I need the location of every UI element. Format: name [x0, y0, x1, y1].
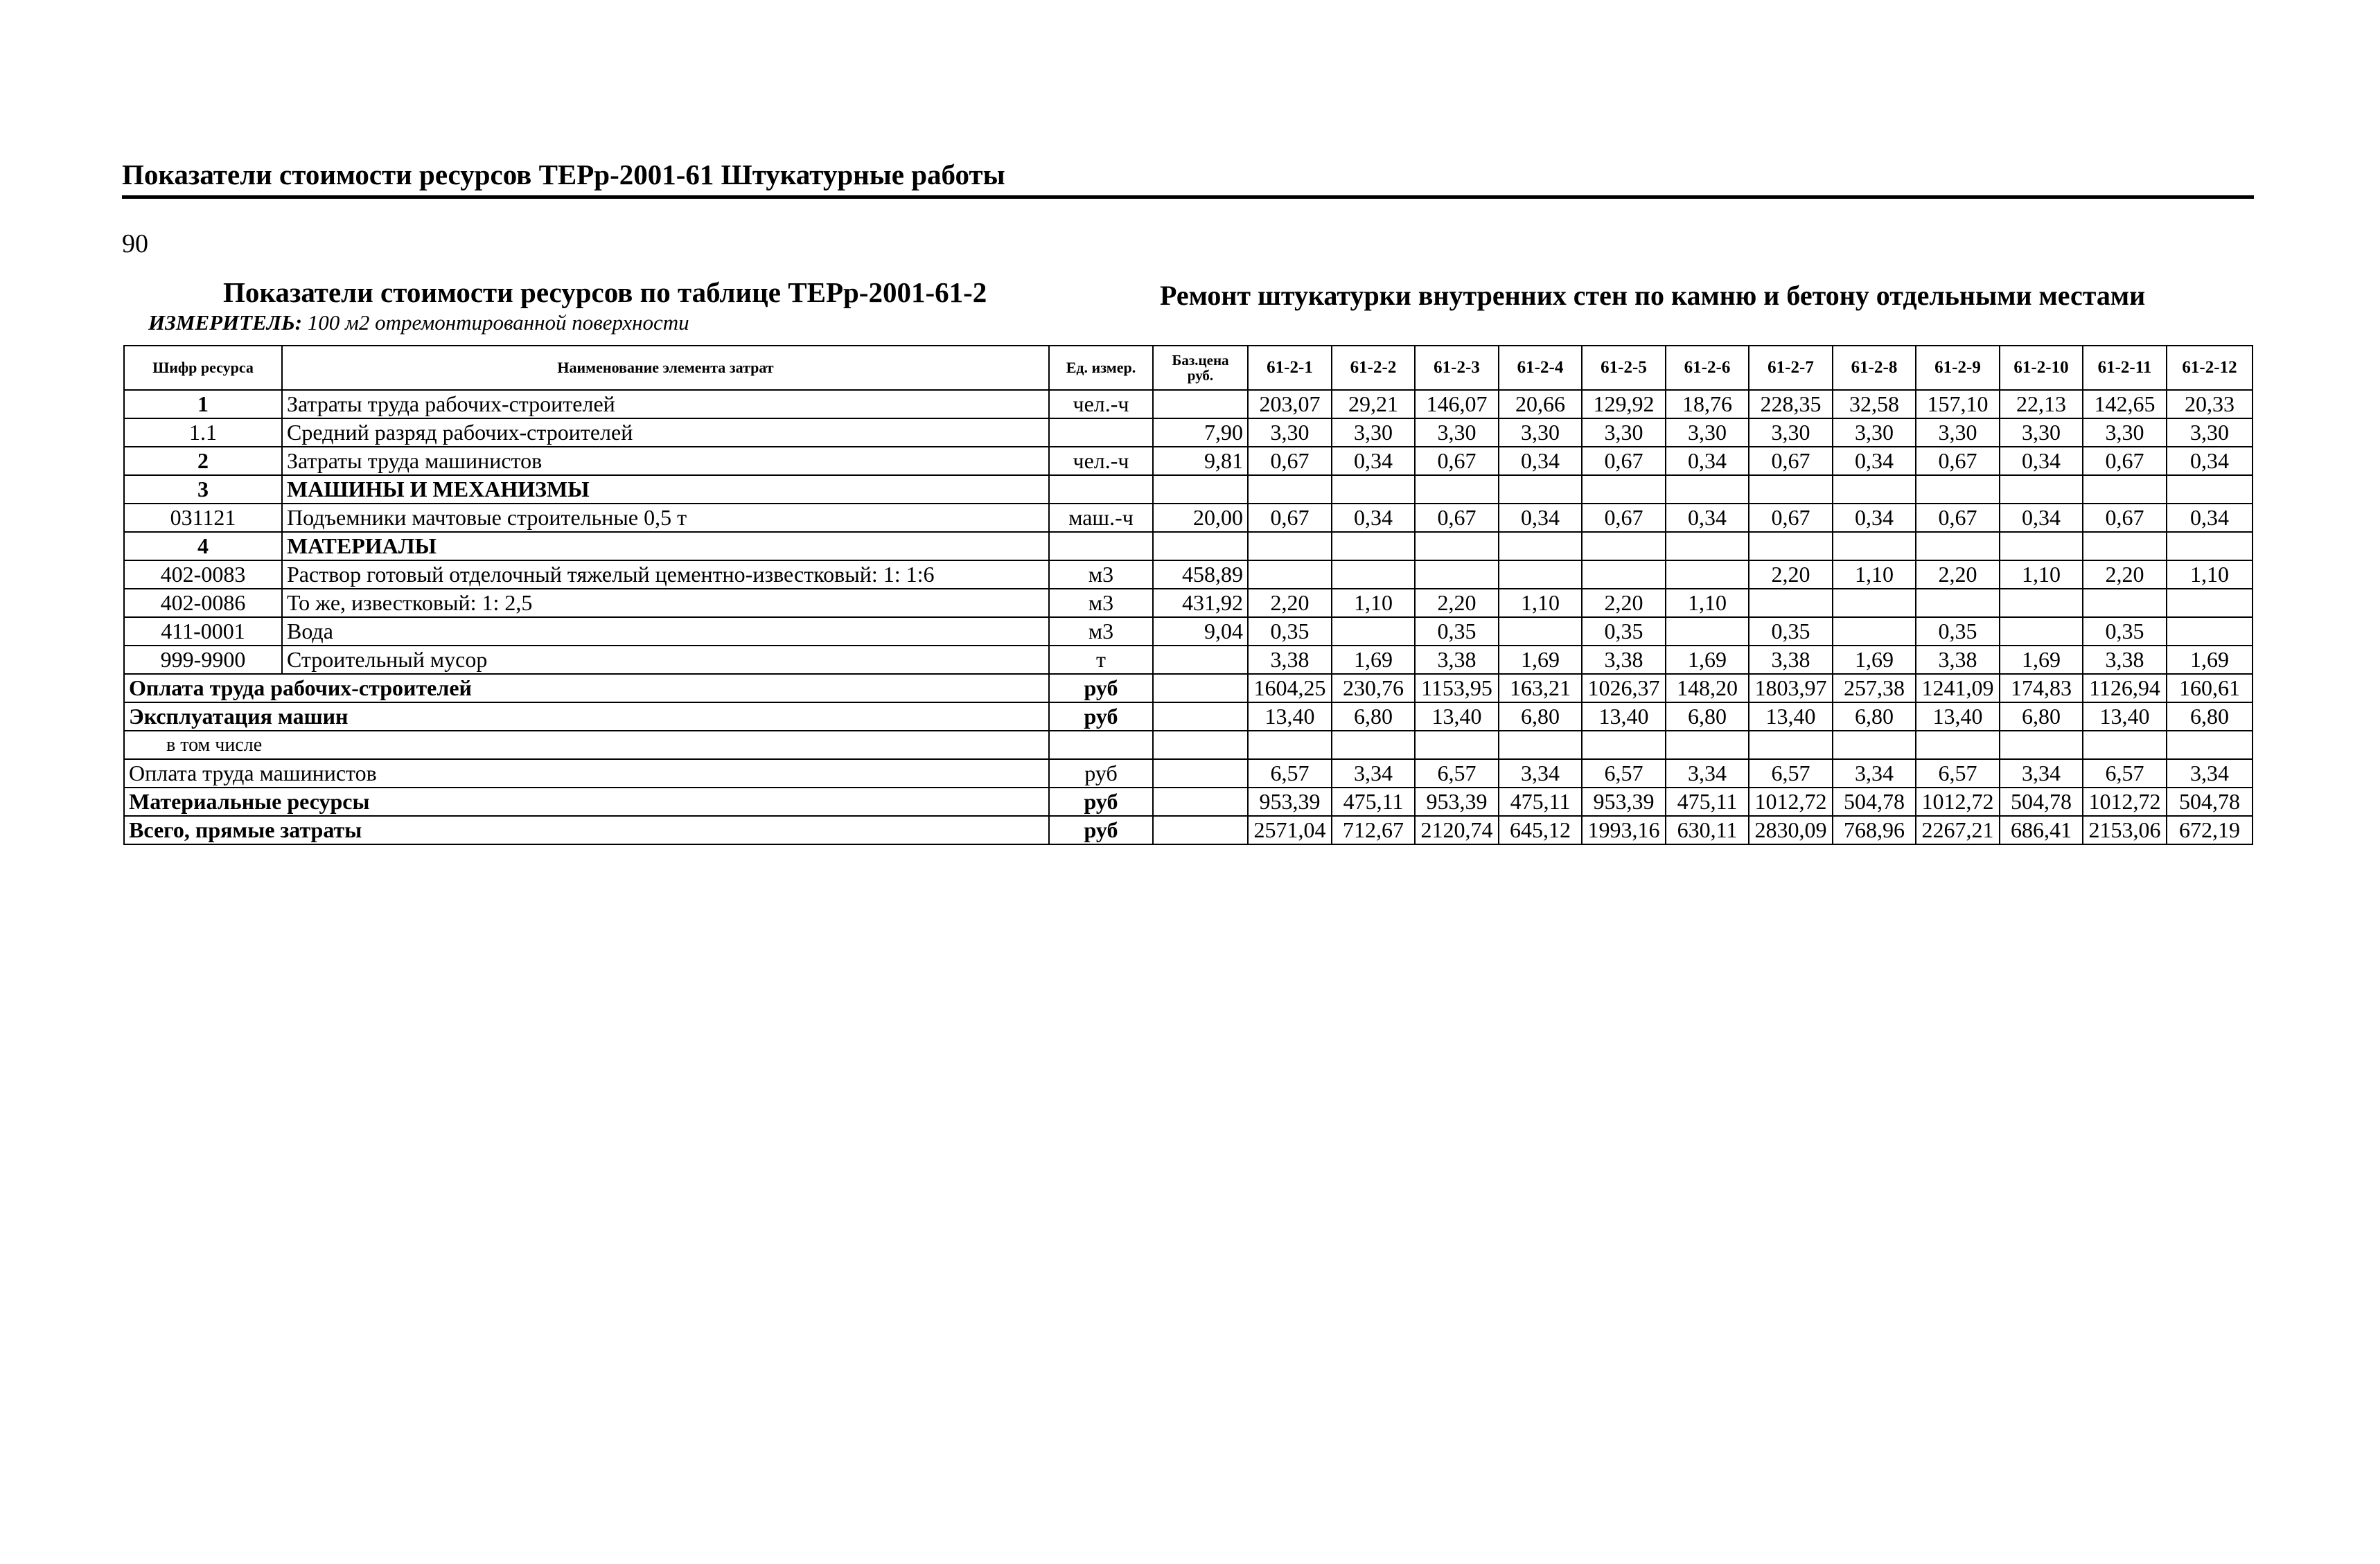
header-unit: Ед. измер. — [1049, 346, 1153, 390]
summary-value: 768,96 — [1833, 816, 1916, 844]
summary-value — [1582, 731, 1666, 759]
cell-code: 2 — [124, 447, 282, 475]
header-col: 61-2-9 — [1916, 346, 2000, 390]
table-row — [124, 532, 2253, 560]
cell-unit — [1049, 475, 1153, 504]
summary-value: 6,80 — [1833, 702, 1916, 731]
cell-code: 3 — [124, 475, 282, 504]
cell-value — [1582, 532, 1666, 560]
cell-value — [1248, 560, 1332, 589]
summary-value: 3,34 — [2000, 759, 2083, 788]
summary-value: 630,11 — [1666, 816, 1749, 844]
summary-value: 953,39 — [1248, 788, 1332, 816]
cell-value: 29,21 — [1332, 390, 1415, 418]
cell-value: 0,34 — [1666, 504, 1749, 532]
cell-value: 1,10 — [1666, 589, 1749, 617]
cell-value: 20,33 — [2167, 390, 2253, 418]
resource-cost-table — [123, 345, 2253, 845]
cell-value — [2000, 532, 2083, 560]
summary-value: 6,57 — [1415, 759, 1499, 788]
cell-value: 203,07 — [1248, 390, 1332, 418]
summary-value: 475,11 — [1499, 788, 1582, 816]
cell-base-price: 431,92 — [1153, 589, 1248, 617]
summary-base-price — [1153, 702, 1248, 731]
cell-unit: чел.-ч — [1049, 390, 1153, 418]
table-title: Показатели стоимости ресурсов по таблице ТЕРр-2001-61-2 — [223, 276, 987, 308]
cell-value — [1916, 589, 2000, 617]
cell-value: 3,30 — [1666, 418, 1749, 447]
header-col: 61-2-2 — [1332, 346, 1415, 390]
table-row — [124, 447, 2253, 475]
cell-value: 3,38 — [1749, 646, 1833, 674]
cell-value — [1666, 560, 1749, 589]
cell-name: Подъемники мачтовые строительные 0,5 т — [282, 504, 1049, 532]
cell-base-price — [1153, 475, 1248, 504]
summary-value: 2267,21 — [1916, 816, 2000, 844]
cell-value: 1,10 — [1499, 589, 1582, 617]
summary-base-price — [1153, 674, 1248, 702]
summary-value: 6,57 — [1916, 759, 2000, 788]
cell-value: 2,20 — [2083, 560, 2167, 589]
cell-value: 1,10 — [1833, 560, 1916, 589]
summary-value: 475,11 — [1666, 788, 1749, 816]
cell-value: 0,34 — [1833, 504, 1916, 532]
cell-value: 0,34 — [2167, 447, 2253, 475]
summary-value: 1604,25 — [1248, 674, 1332, 702]
cell-value — [2167, 475, 2253, 504]
header-base-price: Баз.цена руб. — [1153, 346, 1248, 390]
cell-value: 0,34 — [1332, 447, 1415, 475]
cell-value: 1,10 — [2167, 560, 2253, 589]
cell-name: МАШИНЫ И МЕХАНИЗМЫ — [282, 475, 1049, 504]
cell-value: 0,67 — [1582, 504, 1666, 532]
summary-value: 6,80 — [1666, 702, 1749, 731]
summary-value: 6,57 — [1582, 759, 1666, 788]
summary-value: 1026,37 — [1582, 674, 1666, 702]
cell-value: 3,30 — [1749, 418, 1833, 447]
cell-code: 402-0086 — [124, 589, 282, 617]
summary-value: 1012,72 — [2083, 788, 2167, 816]
cell-value — [1499, 475, 1582, 504]
cell-value — [2083, 589, 2167, 617]
summary-value: 13,40 — [1749, 702, 1833, 731]
summary-base-price — [1153, 731, 1248, 759]
cell-base-price: 20,00 — [1153, 504, 1248, 532]
summary-value: 3,34 — [1833, 759, 1916, 788]
summary-value: 6,80 — [1499, 702, 1582, 731]
summary-value: 686,41 — [2000, 816, 2083, 844]
summary-value: 712,67 — [1332, 816, 1415, 844]
cell-value: 3,38 — [1582, 646, 1666, 674]
summary-unit: руб — [1049, 816, 1153, 844]
summary-value: 6,80 — [2167, 702, 2253, 731]
summary-unit: руб — [1049, 702, 1153, 731]
cell-name: Средний разряд рабочих-строителей — [282, 418, 1049, 447]
summary-value: 2153,06 — [2083, 816, 2167, 844]
header-col: 61-2-11 — [2083, 346, 2167, 390]
summary-value: 645,12 — [1499, 816, 1582, 844]
summary-value: 3,34 — [1499, 759, 1582, 788]
cell-base-price — [1153, 646, 1248, 674]
summary-value: 163,21 — [1499, 674, 1582, 702]
measure-line — [148, 310, 689, 335]
cell-value — [2083, 475, 2167, 504]
cell-value: 142,65 — [2083, 390, 2167, 418]
cell-value: 3,30 — [2083, 418, 2167, 447]
cell-name: Строительный мусор — [282, 646, 1049, 674]
summary-row — [124, 816, 2253, 844]
cell-unit: чел.-ч — [1049, 447, 1153, 475]
cell-value: 157,10 — [1916, 390, 2000, 418]
summary-value: 13,40 — [1582, 702, 1666, 731]
cell-value — [1749, 589, 1833, 617]
cell-code: 4 — [124, 532, 282, 560]
cell-value: 0,67 — [2083, 504, 2167, 532]
summary-value — [1415, 731, 1499, 759]
cell-value: 0,34 — [1666, 447, 1749, 475]
summary-value: 1803,97 — [1749, 674, 1833, 702]
cell-value: 1,69 — [1332, 646, 1415, 674]
summary-value — [1833, 731, 1916, 759]
cell-code: 402-0083 — [124, 560, 282, 589]
cell-value: 1,69 — [1833, 646, 1916, 674]
cell-unit — [1049, 418, 1153, 447]
cell-unit: м3 — [1049, 589, 1153, 617]
summary-name: Всего, прямые затраты — [124, 816, 1049, 844]
table-row — [124, 390, 2253, 418]
cell-value: 0,35 — [1248, 617, 1332, 646]
cell-unit: м3 — [1049, 617, 1153, 646]
cell-value: 0,67 — [1248, 447, 1332, 475]
cell-value — [2167, 532, 2253, 560]
cell-value: 0,67 — [1749, 504, 1833, 532]
cell-value: 146,07 — [1415, 390, 1499, 418]
cell-value — [1248, 532, 1332, 560]
summary-value — [2167, 731, 2253, 759]
cell-code: 031121 — [124, 504, 282, 532]
cell-base-price: 458,89 — [1153, 560, 1248, 589]
summary-value: 504,78 — [1833, 788, 1916, 816]
summary-value: 1993,16 — [1582, 816, 1666, 844]
cell-value: 0,34 — [2000, 447, 2083, 475]
cell-value: 0,67 — [1916, 447, 2000, 475]
cell-value: 0,34 — [1833, 447, 1916, 475]
summary-name: в том числе — [124, 731, 1049, 759]
cell-value: 2,20 — [1582, 589, 1666, 617]
cell-name: Раствор готовый отделочный тяжелый цементно-известковый: 1: 1:6 — [282, 560, 1049, 589]
summary-name: Эксплуатация машин — [124, 702, 1049, 731]
cell-value — [1415, 560, 1499, 589]
summary-value: 174,83 — [2000, 674, 2083, 702]
cell-value: 0,67 — [1749, 447, 1833, 475]
running-header-title: Показатели стоимости ресурсов ТЕРр-2001-61 Штукатурные работы — [122, 159, 1005, 190]
cell-value: 2,20 — [1415, 589, 1499, 617]
cell-value: 1,69 — [2000, 646, 2083, 674]
cell-value: 32,58 — [1833, 390, 1916, 418]
cell-value — [1332, 617, 1415, 646]
summary-unit — [1049, 731, 1153, 759]
table-row — [124, 617, 2253, 646]
cell-base-price: 7,90 — [1153, 418, 1248, 447]
header-col: 61-2-7 — [1749, 346, 1833, 390]
summary-value: 1126,94 — [2083, 674, 2167, 702]
summary-value: 2120,74 — [1415, 816, 1499, 844]
header-name: Наименование элемента затрат — [282, 346, 1049, 390]
cell-value: 2,20 — [1916, 560, 2000, 589]
summary-name: Материальные ресурсы — [124, 788, 1049, 816]
table-row — [124, 560, 2253, 589]
cell-value: 0,35 — [2083, 617, 2167, 646]
measure-text: 100 м2 отремонтированной поверхности — [307, 310, 689, 335]
cell-value — [1916, 475, 2000, 504]
cell-base-price: 9,81 — [1153, 447, 1248, 475]
summary-unit: руб — [1049, 788, 1153, 816]
cell-value: 0,67 — [2083, 447, 2167, 475]
summary-value: 953,39 — [1415, 788, 1499, 816]
cell-name: МАТЕРИАЛЫ — [282, 532, 1049, 560]
table-row — [124, 504, 2253, 532]
cell-value — [1666, 532, 1749, 560]
cell-value — [1833, 617, 1916, 646]
cell-value — [1916, 532, 2000, 560]
cell-value — [1749, 475, 1833, 504]
cell-unit — [1049, 532, 1153, 560]
summary-value: 230,76 — [1332, 674, 1415, 702]
cell-value: 129,92 — [1582, 390, 1666, 418]
cell-code: 1.1 — [124, 418, 282, 447]
cell-value: 0,35 — [1749, 617, 1833, 646]
cell-name: То же, известковый: 1: 2,5 — [282, 589, 1049, 617]
header-col: 61-2-8 — [1833, 346, 1916, 390]
summary-name: Оплата труда рабочих-строителей — [124, 674, 1049, 702]
cell-value — [1499, 617, 1582, 646]
summary-value — [1499, 731, 1582, 759]
summary-value — [1666, 731, 1749, 759]
cell-value: 2,20 — [1248, 589, 1332, 617]
cell-value: 1,10 — [2000, 560, 2083, 589]
cell-value — [1248, 475, 1332, 504]
summary-value — [1916, 731, 2000, 759]
cell-value: 0,67 — [1916, 504, 2000, 532]
summary-value: 257,38 — [1833, 674, 1916, 702]
cell-value — [2167, 589, 2253, 617]
summary-value: 6,80 — [1332, 702, 1415, 731]
summary-row — [124, 702, 2253, 731]
cell-value — [1666, 617, 1749, 646]
header-rule — [122, 195, 2254, 199]
summary-value: 1241,09 — [1916, 674, 2000, 702]
cell-value — [1415, 475, 1499, 504]
cell-base-price — [1153, 390, 1248, 418]
cell-value: 0,34 — [2000, 504, 2083, 532]
cell-value — [1499, 560, 1582, 589]
cell-value: 22,13 — [2000, 390, 2083, 418]
header-col: 61-2-10 — [2000, 346, 2083, 390]
cell-value — [1833, 532, 1916, 560]
table-row — [124, 589, 2253, 617]
cell-value: 0,67 — [1248, 504, 1332, 532]
summary-row — [124, 674, 2253, 702]
cell-base-price: 9,04 — [1153, 617, 1248, 646]
cell-value: 3,30 — [1833, 418, 1916, 447]
cell-value — [1582, 560, 1666, 589]
cell-value: 1,69 — [1666, 646, 1749, 674]
summary-value — [1749, 731, 1833, 759]
cell-unit: м3 — [1049, 560, 1153, 589]
header-col: 61-2-3 — [1415, 346, 1499, 390]
summary-base-price — [1153, 816, 1248, 844]
summary-value: 6,57 — [2083, 759, 2167, 788]
cell-value: 3,30 — [2000, 418, 2083, 447]
cell-code: 411-0001 — [124, 617, 282, 646]
summary-value: 1153,95 — [1415, 674, 1499, 702]
cell-unit: маш.-ч — [1049, 504, 1153, 532]
cell-value — [2083, 532, 2167, 560]
summary-value: 13,40 — [1415, 702, 1499, 731]
summary-value — [1248, 731, 1332, 759]
header-col: 61-2-1 — [1248, 346, 1332, 390]
cell-value — [1415, 532, 1499, 560]
summary-value: 13,40 — [1916, 702, 2000, 731]
cell-value: 2,20 — [1749, 560, 1833, 589]
header-col: 61-2-12 — [2167, 346, 2253, 390]
cell-code: 999-9900 — [124, 646, 282, 674]
summary-value: 672,19 — [2167, 816, 2253, 844]
header-code: Шифр ресурса — [124, 346, 282, 390]
summary-value: 953,39 — [1582, 788, 1666, 816]
summary-row — [124, 759, 2253, 788]
summary-value: 1012,72 — [1749, 788, 1833, 816]
cell-value: 3,30 — [1582, 418, 1666, 447]
cell-value: 3,38 — [1248, 646, 1332, 674]
table-row — [124, 475, 2253, 504]
cell-value: 3,30 — [1916, 418, 2000, 447]
cell-value: 0,35 — [1582, 617, 1666, 646]
cell-unit: т — [1049, 646, 1153, 674]
cell-value: 3,38 — [1415, 646, 1499, 674]
cell-value: 0,34 — [1499, 447, 1582, 475]
cell-value: 0,67 — [1582, 447, 1666, 475]
header-col: 61-2-6 — [1666, 346, 1749, 390]
summary-row — [124, 731, 2253, 759]
cell-value: 1,10 — [1332, 589, 1415, 617]
cell-name: Затраты труда машинистов — [282, 447, 1049, 475]
cell-value — [2000, 617, 2083, 646]
section-title: Ремонт штукатурки внутренних стен по камню и бетону отдельными местами — [1160, 280, 2146, 311]
cell-value: 0,67 — [1415, 447, 1499, 475]
cell-value: 0,67 — [1415, 504, 1499, 532]
header-col: 61-2-4 — [1499, 346, 1582, 390]
summary-value — [2000, 731, 2083, 759]
summary-value: 504,78 — [2000, 788, 2083, 816]
cell-base-price — [1153, 532, 1248, 560]
cell-value — [2000, 589, 2083, 617]
cell-value — [1833, 589, 1916, 617]
summary-value: 3,34 — [1332, 759, 1415, 788]
cell-name: Затраты труда рабочих-строителей — [282, 390, 1049, 418]
cell-value: 0,34 — [2167, 504, 2253, 532]
table-row — [124, 418, 2253, 447]
cell-value: 3,30 — [1248, 418, 1332, 447]
cell-value: 3,30 — [2167, 418, 2253, 447]
summary-base-price — [1153, 788, 1248, 816]
summary-value: 160,61 — [2167, 674, 2253, 702]
cell-value: 3,38 — [2083, 646, 2167, 674]
cell-name: Вода — [282, 617, 1049, 646]
cell-value: 18,76 — [1666, 390, 1749, 418]
cell-value — [1332, 532, 1415, 560]
summary-value — [2083, 731, 2167, 759]
measure-label: ИЗМЕРИТЕЛЬ: — [148, 310, 303, 335]
summary-value: 3,34 — [1666, 759, 1749, 788]
cell-value — [1499, 532, 1582, 560]
cell-value: 3,30 — [1415, 418, 1499, 447]
summary-value: 6,80 — [2000, 702, 2083, 731]
summary-unit: руб — [1049, 674, 1153, 702]
page-number: 90 — [122, 229, 148, 258]
summary-row — [124, 788, 2253, 816]
cell-value: 1,69 — [2167, 646, 2253, 674]
cell-value — [1582, 475, 1666, 504]
cell-value: 228,35 — [1749, 390, 1833, 418]
summary-value: 2571,04 — [1248, 816, 1332, 844]
summary-value: 6,57 — [1248, 759, 1332, 788]
summary-name: Оплата труда машинистов — [124, 759, 1049, 788]
summary-value: 148,20 — [1666, 674, 1749, 702]
cell-value: 3,30 — [1332, 418, 1415, 447]
cell-value — [2000, 475, 2083, 504]
table-row — [124, 646, 2253, 674]
cell-value: 20,66 — [1499, 390, 1582, 418]
cell-value — [1833, 475, 1916, 504]
cell-value: 3,38 — [1916, 646, 2000, 674]
cell-value — [1332, 560, 1415, 589]
summary-value: 13,40 — [2083, 702, 2167, 731]
cell-value: 0,34 — [1332, 504, 1415, 532]
cell-value: 1,69 — [1499, 646, 1582, 674]
cell-value — [1666, 475, 1749, 504]
cell-value — [2167, 617, 2253, 646]
summary-value: 2830,09 — [1749, 816, 1833, 844]
summary-base-price — [1153, 759, 1248, 788]
summary-unit: руб — [1049, 759, 1153, 788]
summary-value: 1012,72 — [1916, 788, 2000, 816]
table-header-row — [124, 346, 2253, 390]
cell-code: 1 — [124, 390, 282, 418]
header-col: 61-2-5 — [1582, 346, 1666, 390]
cell-value — [1332, 475, 1415, 504]
cell-value: 0,35 — [1415, 617, 1499, 646]
cell-value: 0,35 — [1916, 617, 2000, 646]
summary-value — [1332, 731, 1415, 759]
summary-value: 504,78 — [2167, 788, 2253, 816]
cell-value: 3,30 — [1499, 418, 1582, 447]
cell-value: 0,34 — [1499, 504, 1582, 532]
summary-value: 3,34 — [2167, 759, 2253, 788]
summary-value: 13,40 — [1248, 702, 1332, 731]
cell-value — [1749, 532, 1833, 560]
summary-value: 6,57 — [1749, 759, 1833, 788]
summary-value: 475,11 — [1332, 788, 1415, 816]
